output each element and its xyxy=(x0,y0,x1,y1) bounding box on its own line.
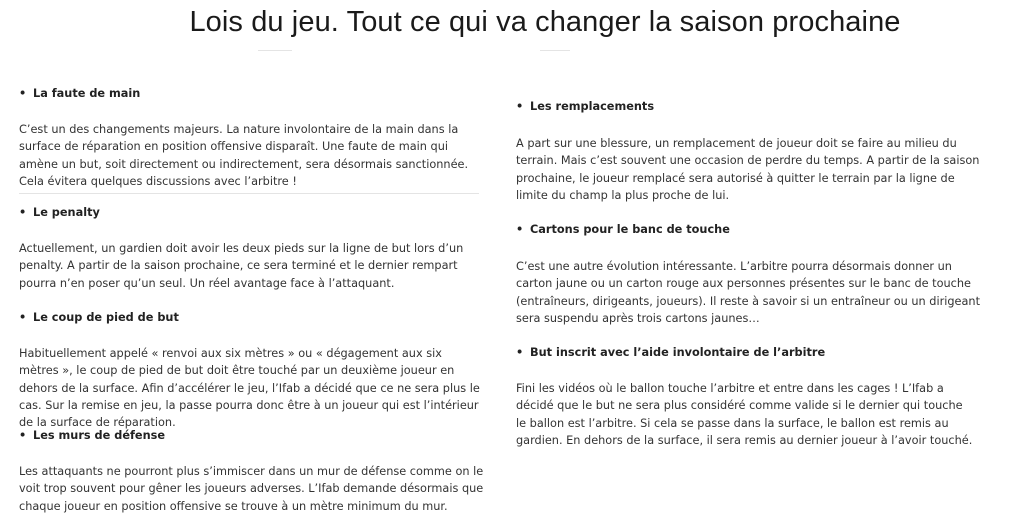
section-body-faute-de-main: C’est un des changements majeurs. La nature involontaire de la main dans la surface de réparation en position offensive disparaît. Une faute de main qui amène un but, soit directement ou indirectement, sera désormais sanctionnée. Cela évitera quelques discussions avec l’arbitre ! xyxy=(19,123,469,188)
section-body-but-aide-arbitre: Fini les vidéos où le ballon touche l’arbitre et entre dans les cages ! L’Ifab a décidé que le but ne sera plus considéré comme valide si le dernier qui touche le ballon est l’arbitre. Si cela se passe dans la surface, le ballon est remis au gardien. En dehors de la surface, il sera remis au dernier joueur à l’avoir touché. xyxy=(516,382,973,447)
bullet-icon: • xyxy=(19,429,27,442)
page-title: Lois du jeu. Tout ce qui va changer la saison prochaine xyxy=(189,6,901,38)
section-body-remplacements: A part sur une blessure, un remplacement de joueur doit se faire au milieu du terrain. Mais c’est souvent une occasion de perdre du temps. A partir de la saison prochaine, le joueur remplacé sera autorisé à quitter le terrain par la ligne de limite du champ la plus proche de lui. xyxy=(516,137,980,202)
section-divider xyxy=(19,193,479,194)
bullet-icon: • xyxy=(19,206,27,219)
bullet-icon: • xyxy=(516,346,524,359)
bullet-icon: • xyxy=(516,100,524,113)
section-heading-coup-de-pied-de-but: • Le coup de pied de but xyxy=(19,311,179,324)
section-heading-remplacements: • Les remplacements xyxy=(516,100,655,113)
section-heading-murs-de-defense: • Les murs de défense xyxy=(19,429,165,442)
title-underline-left xyxy=(258,50,292,51)
section-heading-faute-de-main: • La faute de main xyxy=(19,87,141,100)
section-body-murs-de-defense: Les attaquants ne pourront plus s’immiscer dans un mur de défense comme on le voit trop souvent pour gêner les joueurs adverses. L’Ifab demande désormais que chaque joueur en position offensive se trouve à un mètre minimum du mur. xyxy=(19,465,484,513)
bullet-icon: • xyxy=(19,87,27,100)
title-underline-right xyxy=(540,50,570,51)
section-body-coup-de-pied-de-but: Habituellement appelé « renvoi aux six mètres » ou « dégagement aux six mètres », le coup de pied de but doit être touché par un deuxième joueur en dehors de la surface. Afin d’accélérer le jeu, l’Ifab a décidé que ce ne sera plus le cas. Sur la remise en jeu, la passe pourra donc être à un joueur qui est l’intérieur de la surface de réparation. xyxy=(19,347,480,430)
bullet-icon: • xyxy=(19,311,27,324)
section-body-penalty: Actuellement, un gardien doit avoir les deux pieds sur la ligne de but lors d’un penalty. A partir de la saison prochaine, ce sera terminé et le dernier rempart pourra n’en poser qu’un seul. Un réel avantage face à l’attaquant. xyxy=(19,242,464,290)
bullet-icon: • xyxy=(516,223,524,236)
section-heading-penalty: • Le penalty xyxy=(19,206,100,219)
section-heading-but-aide-arbitre: • But inscrit avec l’aide involontaire de l’arbitre xyxy=(516,346,826,359)
section-heading-cartons-banc-de-touche: • Cartons pour le banc de touche xyxy=(516,223,730,236)
section-body-cartons-banc-de-touche: C’est une autre évolution intéressante. L’arbitre pourra désormais donner un carton jaune ou un carton rouge aux personnes présentes sur le banc de touche (entraîneurs, dirigeants, joueurs). Il reste à savoir si un entraîneur ou un dirigeant sera suspendu après trois cartons jaunes… xyxy=(516,260,980,325)
